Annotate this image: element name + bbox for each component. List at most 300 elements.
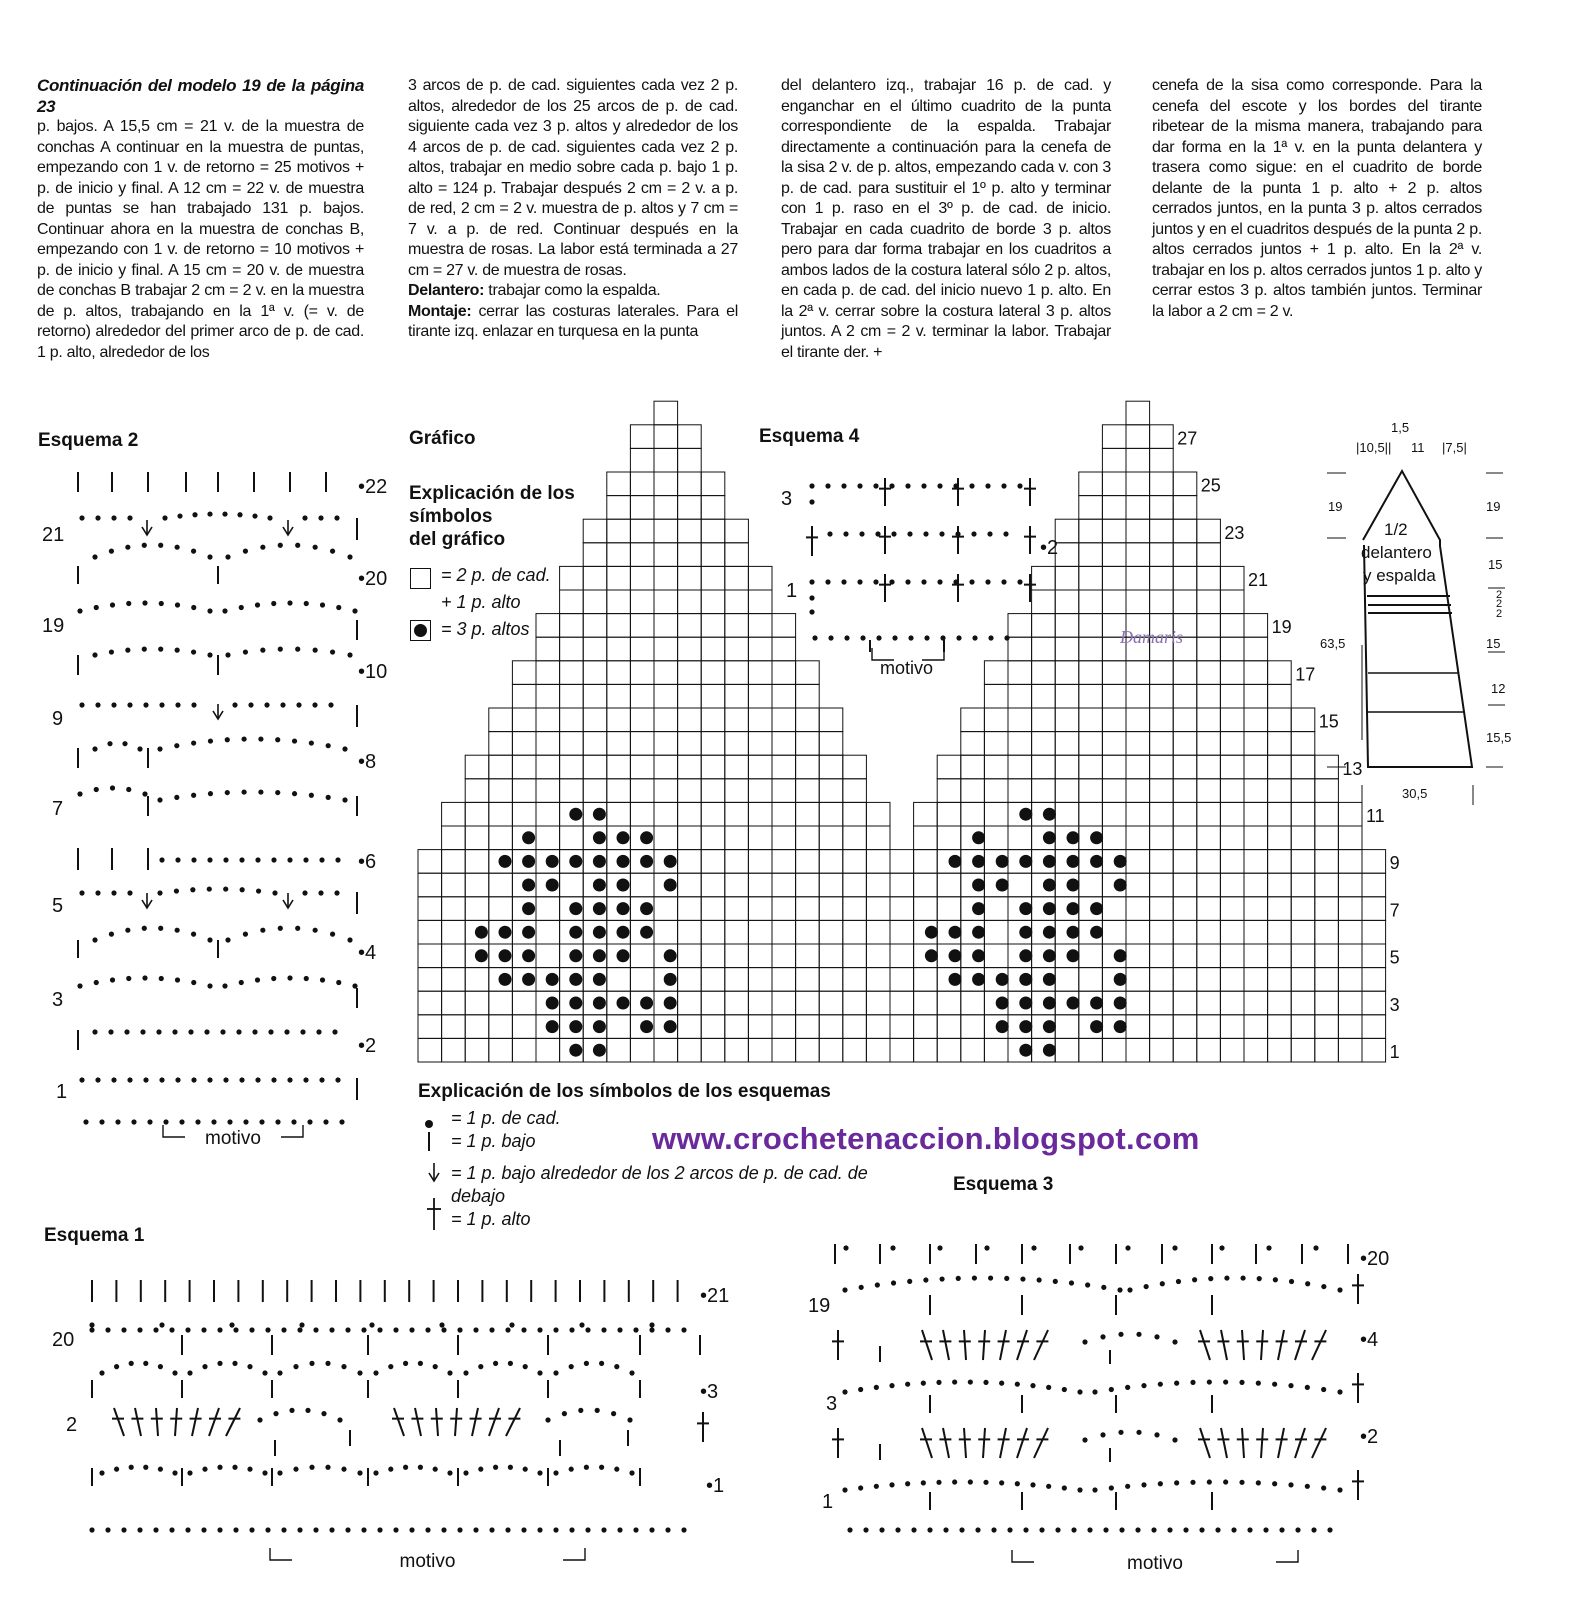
- chain-stitch: [156, 1029, 161, 1034]
- chain-stitch: [115, 1119, 120, 1124]
- chart-cell: [1291, 897, 1315, 921]
- chain-stitch: [126, 601, 131, 606]
- chart-cell: [701, 519, 725, 543]
- chart-cell: [1150, 472, 1174, 496]
- chart-cell: [1244, 826, 1268, 850]
- chart-cell: [442, 1038, 466, 1062]
- chart-cell: [1008, 637, 1032, 661]
- chart-cell: [772, 732, 796, 756]
- chain-stitch: [172, 1470, 177, 1475]
- chain-stitch: [326, 743, 331, 748]
- chain-stitch: [1321, 1485, 1326, 1490]
- chart-cell: [1268, 826, 1292, 850]
- chart-cell: [701, 850, 725, 874]
- chart-cell: [560, 779, 584, 803]
- chart-cell: [1150, 448, 1174, 472]
- double-crochet: [983, 1428, 985, 1458]
- chart-cell: [819, 732, 843, 756]
- chart-cell: [1150, 1015, 1174, 1039]
- chart-cell: [890, 968, 914, 992]
- chart-row-label: 19: [1271, 617, 1292, 638]
- chain-stitch: [425, 1327, 430, 1332]
- chart-cell: [678, 920, 702, 944]
- chain-stitch: [309, 1361, 314, 1366]
- chain-stitch: [243, 649, 248, 654]
- chain-stitch: [1174, 1480, 1179, 1485]
- chain-stitch: [1001, 579, 1006, 584]
- chart-cell: [1220, 802, 1244, 826]
- chart-cell: [1173, 590, 1197, 614]
- chart-cell: [1102, 472, 1126, 496]
- chart-cell: [748, 991, 772, 1015]
- chain-stitch: [225, 737, 230, 742]
- chain-stitch: [1158, 1481, 1163, 1486]
- chart-cell: [1055, 519, 1079, 543]
- chart-cell: [1244, 944, 1268, 968]
- chart-cell: [1102, 496, 1126, 520]
- chart-cell: [866, 826, 890, 850]
- chain-stitch: [258, 736, 263, 741]
- chart-cell: [560, 566, 584, 590]
- chart-cell: [489, 708, 513, 732]
- chart-cell: [1173, 968, 1197, 992]
- chart-cell: [1268, 661, 1292, 685]
- chain-stitch: [956, 1276, 961, 1281]
- double-crochet: [175, 1408, 177, 1436]
- chart-cell: [1102, 448, 1126, 472]
- row-label: 1: [822, 1491, 834, 1513]
- chain-stitch: [584, 1361, 589, 1366]
- chart-cell: [1220, 920, 1244, 944]
- chart-cell: [1197, 590, 1221, 614]
- chain-stitch: [599, 1465, 604, 1470]
- chart-filled-cell: [996, 879, 1009, 892]
- chain-stitch: [137, 1327, 142, 1332]
- chain-stitch: [1092, 1389, 1097, 1394]
- chain-stitch: [95, 515, 100, 520]
- chart-row-label: 17: [1295, 664, 1316, 685]
- chart-filled-cell: [972, 879, 985, 892]
- chart-cell: [725, 637, 749, 661]
- chart-cell: [725, 897, 749, 921]
- chart-cell: [1079, 755, 1103, 779]
- chain-stitch: [268, 1029, 273, 1034]
- chart-cell: [1173, 496, 1197, 520]
- chain-stitch: [361, 1527, 366, 1532]
- chart-cell: [1268, 850, 1292, 874]
- chain-stitch: [1109, 1485, 1114, 1490]
- chart-cell: [1150, 543, 1174, 567]
- chain-stitch: [192, 512, 197, 517]
- row-label: 3: [826, 1393, 838, 1415]
- chain-stitch: [352, 983, 357, 988]
- chart-cell: [1244, 708, 1268, 732]
- chain-stitch: [433, 1467, 438, 1472]
- chain-stitch: [319, 1077, 324, 1082]
- chart-cell: [1220, 944, 1244, 968]
- chain-stitch: [828, 635, 833, 640]
- chain-stitch: [89, 1322, 94, 1327]
- chain-stitch: [107, 741, 112, 746]
- row-label: •1: [706, 1475, 725, 1497]
- chart-cell: [1244, 1038, 1268, 1062]
- chain-stitch: [264, 702, 269, 707]
- chart-cell: [1220, 968, 1244, 992]
- chain-stitch: [271, 601, 276, 606]
- chart-cell: [1150, 897, 1174, 921]
- chain-stitch: [347, 937, 352, 942]
- chart-cell: [1102, 661, 1126, 685]
- chain-stitch: [988, 635, 993, 640]
- chain-stitch: [1087, 1527, 1092, 1532]
- chain-stitch: [222, 983, 227, 988]
- chain-stitch: [260, 545, 265, 550]
- chain-stitch: [988, 1275, 993, 1280]
- chain-stitch: [1030, 1482, 1035, 1487]
- chain-stitch: [508, 1361, 513, 1366]
- chart-cell: [1220, 566, 1244, 590]
- chart-filled-cell: [1043, 1020, 1056, 1033]
- chain-stitch: [936, 1480, 941, 1485]
- chart-cell: [1244, 897, 1268, 921]
- chain-stitch: [809, 579, 814, 584]
- chart-filled-cell: [1043, 949, 1056, 962]
- chart-cell: [1220, 850, 1244, 874]
- chain-stitch: [297, 1527, 302, 1532]
- chain-stitch: [335, 1077, 340, 1082]
- chain-stitch: [1321, 1284, 1326, 1289]
- chain-stitch: [1167, 1527, 1172, 1532]
- chain-stitch: [812, 635, 817, 640]
- chart-cell: [701, 944, 725, 968]
- chain-stitch: [191, 1077, 196, 1082]
- chain-stitch: [921, 1480, 926, 1485]
- chart-cell: [914, 802, 938, 826]
- chain-stitch: [1125, 1385, 1130, 1390]
- chart-cell: [866, 850, 890, 874]
- chart-cell: [748, 732, 772, 756]
- chart-cell: [1268, 708, 1292, 732]
- chain-stitch: [278, 647, 283, 652]
- chart-cell: [512, 1038, 536, 1062]
- chain-stitch: [601, 1527, 606, 1532]
- chart-cell: [937, 991, 961, 1015]
- chain-stitch: [179, 1119, 184, 1124]
- chart-cell: [678, 1038, 702, 1062]
- chain-stitch: [326, 795, 331, 800]
- chain-stitch: [341, 1467, 346, 1472]
- chart-cell: [1220, 708, 1244, 732]
- chart-cell: [1055, 543, 1079, 567]
- chart-row-labels: [1177, 428, 1399, 1062]
- chart-cell: [725, 1015, 749, 1039]
- chart-cell: [701, 1038, 725, 1062]
- chain-stitch: [249, 1327, 254, 1332]
- chain-stitch: [907, 531, 912, 536]
- chain-stitch: [172, 1029, 177, 1034]
- chart-cell: [819, 779, 843, 803]
- chart-filled-cell: [569, 926, 582, 939]
- chart-filled-cell: [522, 926, 535, 939]
- chart-cell: [654, 566, 678, 590]
- chain-stitch: [159, 601, 164, 606]
- double-crochet: [1017, 1330, 1027, 1360]
- double-crochet: [1312, 1330, 1326, 1360]
- chart-cell: [1126, 897, 1150, 921]
- chart-cell: [607, 496, 631, 520]
- chart-cell: [1150, 1038, 1174, 1062]
- chart-cell: [1244, 1015, 1268, 1039]
- chain-stitch: [409, 1527, 414, 1532]
- chart-cell: [843, 826, 867, 850]
- chart-cell: [1173, 897, 1197, 921]
- chain-stitch: [330, 932, 335, 937]
- chain-stitch: [489, 1327, 494, 1332]
- chain-stitch: [1135, 1527, 1140, 1532]
- schematic-dim-15b: 15: [1486, 636, 1501, 651]
- chain-stitch: [207, 937, 212, 942]
- chart-cell: [654, 732, 678, 756]
- chain-stitch: [633, 1527, 638, 1532]
- chart-cell: [1079, 802, 1103, 826]
- chart-filled-cell: [972, 949, 985, 962]
- chain-stitch: [174, 888, 179, 893]
- chart-filled-cell: [569, 808, 582, 821]
- chart-cell: [465, 755, 489, 779]
- chart-cell: [701, 590, 725, 614]
- chart-cell: [630, 873, 654, 897]
- chain-stitch: [243, 1119, 248, 1124]
- chart-cell: [465, 991, 489, 1015]
- chart-filled-cell: [664, 997, 677, 1010]
- chain-stitch: [140, 1029, 145, 1034]
- chain-stitch: [923, 531, 928, 536]
- montaje-label: Montaje:: [408, 302, 472, 320]
- chart-cell: [1362, 991, 1386, 1015]
- chain-stitch: [1144, 1284, 1149, 1289]
- chain-stitch: [843, 1245, 848, 1250]
- chain-stitch: [296, 702, 301, 707]
- chain-stitch: [1219, 1245, 1224, 1250]
- chain-stitch: [185, 1527, 190, 1532]
- chart-cell: [465, 968, 489, 992]
- chart-filled-cell: [949, 926, 962, 939]
- chart-cell: [442, 968, 466, 992]
- double-crochet: [922, 1428, 932, 1458]
- chart-cell: [678, 637, 702, 661]
- esquema-2-heading: Esquema 2: [38, 430, 139, 451]
- chart-cell: [1173, 826, 1197, 850]
- watermark-text: Damaris: [1120, 627, 1184, 647]
- chain-stitch: [265, 1527, 270, 1532]
- chain-stitch: [999, 1381, 1004, 1386]
- chain-stitch: [329, 1527, 334, 1532]
- chart-cell: [701, 802, 725, 826]
- chain-stitch: [809, 595, 814, 600]
- chart-cell: [654, 401, 678, 425]
- schematic-dim-15a: 15: [1488, 557, 1503, 572]
- chart-cell: [630, 708, 654, 732]
- chain-stitch: [388, 1467, 393, 1472]
- chain-stitch: [617, 1327, 622, 1332]
- chain-stitch: [143, 1465, 148, 1470]
- chart-cell: [1079, 1038, 1103, 1062]
- chart-cell: [701, 543, 725, 567]
- chart-cell: [678, 779, 702, 803]
- chart-filled-cell: [499, 973, 512, 986]
- chart-filled-cell: [569, 949, 582, 962]
- chart-cell: [1220, 779, 1244, 803]
- schematic-dim-2b: 2: [1496, 598, 1503, 610]
- chain-stitch: [159, 857, 164, 862]
- chart-cell: [1315, 991, 1339, 1015]
- chart-cell: [772, 850, 796, 874]
- chart-cell: [748, 826, 772, 850]
- column-4-text: cenefa de la sisa como corresponde. Para la cenefa del escote y los bordes del tirante ribetear de la misma manera, trabajando para dar forma en la 1ª v. en la punta delantera y trasera como sigue: en el cuadrito de borde delante de la punta 1 p. alto + 2 p. altos cerrados juntos, en la punta 3 p. altos cerrados juntos y en el cuadritos después de la punta 2 p. altos cerrados juntos + 1 p. alto. En la 2ª v. trabajar en los p. altos cerrados juntos 1 p. alto y cerrar estos 3 p. altos también juntos. Terminar la labor a 2 cm = 2 v.: [1152, 77, 1482, 320]
- chart-cell: [630, 802, 654, 826]
- chain-stitch: [1207, 1479, 1212, 1484]
- chart-filled-cell: [996, 973, 1009, 986]
- double-crochet: [1017, 1428, 1027, 1458]
- chart-cell: [1197, 802, 1221, 826]
- chart-cell: [1197, 566, 1221, 590]
- chart-cell: [1315, 779, 1339, 803]
- chart-cell: [1150, 566, 1174, 590]
- chart-cell: [560, 684, 584, 708]
- chain-stitch: [207, 857, 212, 862]
- chart-cell: [1126, 944, 1150, 968]
- chart-cell: [1315, 897, 1339, 921]
- chain-stitch: [681, 1527, 686, 1532]
- chain-stitch: [1273, 1277, 1278, 1282]
- chart-cell: [630, 448, 654, 472]
- chain-stitch: [939, 1276, 944, 1281]
- chain-stitch: [299, 1322, 304, 1327]
- chart-cell: [1197, 755, 1221, 779]
- chart-cell: [654, 614, 678, 638]
- chart-cell: [654, 802, 678, 826]
- chart-cell: [701, 779, 725, 803]
- chart-filled-cell: [1090, 926, 1103, 939]
- chain-stitch: [207, 608, 212, 613]
- chain-stitch: [190, 887, 195, 892]
- chart-cell: [1102, 543, 1126, 567]
- chart-cell: [748, 755, 772, 779]
- filet-chart: [418, 401, 1386, 1062]
- chart-cell: [1291, 944, 1315, 968]
- chart-cell: [1244, 873, 1268, 897]
- chart-cell: [1197, 543, 1221, 567]
- chart-filled-cell: [593, 831, 606, 844]
- chain-stitch: [847, 1527, 852, 1532]
- chain-stitch: [537, 1527, 542, 1532]
- chain-stitch: [293, 1467, 298, 1472]
- chain-stitch: [272, 890, 277, 895]
- chart-cell: [1150, 755, 1174, 779]
- chart-cell: [1291, 708, 1315, 732]
- chart-filled-cell: [1019, 926, 1032, 939]
- chain-stitch: [111, 702, 116, 707]
- chain-stitch: [309, 1465, 314, 1470]
- chart-cell: [843, 850, 867, 874]
- chain-stitch: [287, 857, 292, 862]
- chain-stitch: [441, 1527, 446, 1532]
- delantero-text: trabajar como la espalda.: [488, 282, 661, 299]
- chart-cell: [1362, 944, 1386, 968]
- chart-cell: [1079, 968, 1103, 992]
- chart-cell: [890, 920, 914, 944]
- chart-cell: [630, 944, 654, 968]
- schematic-label-3: y espalda: [1363, 566, 1436, 585]
- chart-cell: [678, 802, 702, 826]
- chart-cell: [772, 873, 796, 897]
- chain-stitch: [260, 928, 265, 933]
- chain-stitch: [1295, 1527, 1300, 1532]
- chain-stitch: [1031, 1245, 1036, 1250]
- chart-filled-cell: [569, 902, 582, 915]
- chart-cell: [1173, 1038, 1197, 1062]
- chain-stitch: [1046, 1385, 1051, 1390]
- chain-stitch: [295, 543, 300, 548]
- chart-cell: [630, 755, 654, 779]
- motivo-bracket: [163, 1125, 185, 1137]
- chart-cell: [630, 779, 654, 803]
- chart-cell: [1032, 684, 1056, 708]
- chain-stitch: [188, 1029, 193, 1034]
- chart-cell: [1291, 802, 1315, 826]
- double-crochet: [455, 1408, 457, 1436]
- chart-filled-cell: [664, 1020, 677, 1033]
- chart-cell: [512, 802, 536, 826]
- chain-stitch: [425, 1527, 430, 1532]
- chain-stitch: [302, 890, 307, 895]
- chain-stitch: [329, 1327, 334, 1332]
- chart-row-label: 9: [1389, 853, 1400, 874]
- chain-stitch: [1069, 1280, 1074, 1285]
- chart-cell: [678, 496, 702, 520]
- esquema-4-diagram: [781, 478, 1058, 678]
- chart-filled-cell: [1043, 831, 1056, 844]
- chart-cell: [1173, 779, 1197, 803]
- row-label: •6: [358, 851, 377, 873]
- chain-stitch: [292, 791, 297, 796]
- chart-filled-cell: [1043, 879, 1056, 892]
- chart-cell: [843, 991, 867, 1015]
- double-crochet: [922, 1330, 932, 1360]
- chain-stitch: [537, 1470, 542, 1475]
- chain-stitch: [1239, 1480, 1244, 1485]
- chart-filled-cell: [972, 831, 985, 844]
- chart-cell: [607, 519, 631, 543]
- chain-stitch: [175, 702, 180, 707]
- chart-cell: [1079, 543, 1103, 567]
- chain-stitch: [277, 1370, 282, 1375]
- chart-cell: [1032, 566, 1056, 590]
- chain-stitch: [153, 1327, 158, 1332]
- chain-stitch: [569, 1467, 574, 1472]
- blog-url[interactable]: www.crochetenaccion.blogspot.com: [652, 1121, 1200, 1156]
- chain-stitch: [267, 515, 272, 520]
- chart-filled-cell: [1043, 855, 1056, 868]
- chart-cell: [536, 684, 560, 708]
- chart-cell: [1268, 1038, 1292, 1062]
- row-label: 3: [52, 989, 64, 1011]
- chart-filled-cell: [522, 855, 535, 868]
- chain-stitch: [403, 1465, 408, 1470]
- chain-stitch: [281, 1527, 286, 1532]
- chart-cell: [890, 1038, 914, 1062]
- chart-cell: [1220, 614, 1244, 638]
